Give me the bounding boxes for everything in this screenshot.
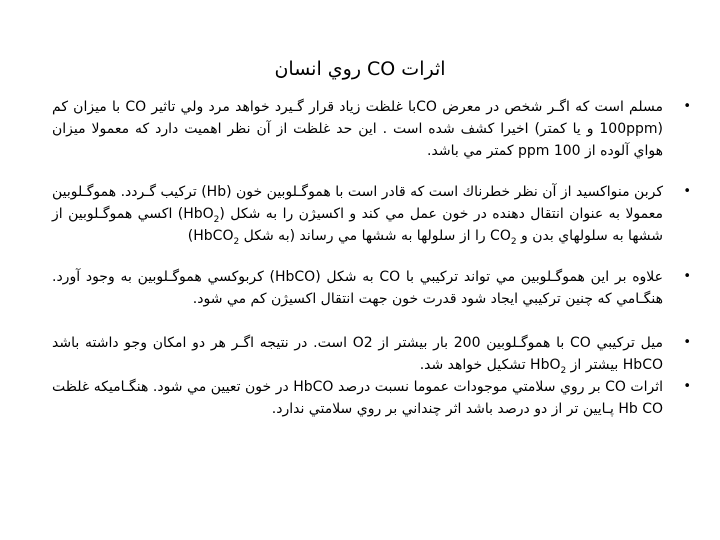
slide-title: اثرات CO روي انسان (274, 58, 446, 80)
bullet-hemoglobin-text-1: كربن منواكسيد از آن نظر خطرناك است كه قادر است با هموگـلوبين خون (Hb) تركيب گـردد. هموگـلوبين معمولا به عنوان انتقال دهنده در خون عمل مي كند و اكسيژن را به شكل (HbO (52, 184, 664, 222)
subscript: 2 (233, 236, 240, 247)
subscript: 2 (560, 365, 567, 376)
bullet-affinity (52, 332, 677, 376)
bullet-hbco: • علاوه بر اين هموگـلوبين مي تواند تركيبي با CO به شكل (HbCO) كربوكسي هموگـلوبين به وجود آورد. هنگـامي كه چنين تركيبي ايجاد شود قدرت خون جهت انتقال اكسيژن كم مي شود. (52, 266, 677, 310)
bullet-hemoglobin-text-2: ) اكسي هموگـلوبين از ششها به سلولهاي بدن و CO (52, 206, 663, 244)
subscript: 2 (510, 236, 517, 247)
bullet-list (52, 96, 677, 420)
bullet-hemoglobin-text-4: ) (187, 228, 194, 244)
subscript: 2 (213, 214, 220, 225)
bullet-co-exposure: • مسلم است كه اگـر شخص در معرض COبا غلظت زياد قرار گـيرد خواهد مرد ولي تاثير CO با ميزان كم (100ppm و يا كمتر) اخيرا كشف شده است . اين حد غلظت از آن نظر اهميت دارد كه معمولا ميزان هواي آلوده از 100 ppm كمتر مي باشد. (52, 96, 677, 162)
bullet-affinity-text-1: ميل تركيبي CO با هموگـلوبين 200 بار بيشتر از O2 است. در نتيجه اگـر هر دو امكان وجو داشته باشد HbCO بيشتر از HbO (52, 335, 663, 373)
bullet-affinity-text-2: تشكيل خواهد شد. (419, 357, 531, 373)
bullet-health-effects: • اثرات CO بر روي سلامتي موجودات عموما نسبت درصد HbCO در خون تعيين مي شود. هنگـاميكه غلظت Hb CO پـايين تر از دو درصد باشد اثر چنداني بر روي سلامتي ندارد. (52, 376, 677, 420)
bullet-hemoglobin (52, 181, 677, 247)
bullet-hemoglobin-text-3: را از سلولها به ششها مي رساند (به شكل HbCO (193, 228, 491, 244)
